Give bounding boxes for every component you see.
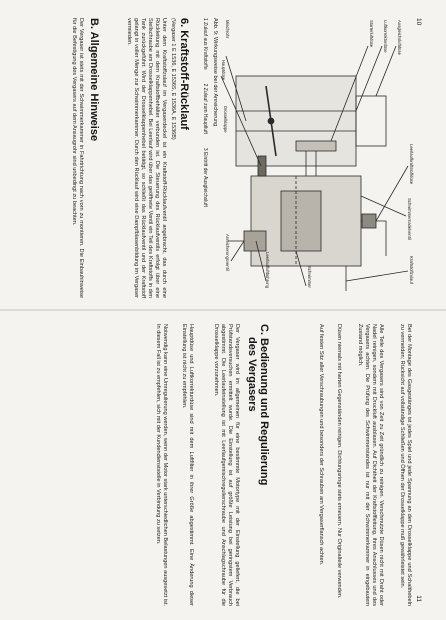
section-c-heading-line-2: des Vergasers bbox=[246, 337, 258, 412]
label-schwimmer: Schwimmer bbox=[307, 266, 312, 288]
carburetor-diagram bbox=[220, 16, 416, 298]
intro-paragraph: Bei der Montage des Gasgestänges ist jedes Spiel und jede Spannung an den Drosselklappe und Schalthebeln zu vermeiden; Rücksicht auf vollständige Schließen und Öffnen der Drosselklappe muß gewährleistet sein. bbox=[399, 324, 412, 606]
section-c-body-3: Notwendig kann eine Umregulierung werden, wenn der Motor stark unterschiedlichen Belastungen ausgesetzt ist. In diesem Fall ist zu empfehlen, sich mit der Kundendienststelle in Verbindung zu setzen. bbox=[155, 324, 168, 606]
label-hauptduese: Hauptdüse bbox=[221, 60, 226, 81]
flange-paragraph: Auf festen Sitz aller Verschraubungen und besonders der Schrauben am Vergaserflansch achten. bbox=[318, 324, 324, 566]
jets-paragraph: Düsen niemals mit harten Gegenständen reinigen. Dichtungsringe stets erneuern. Nur Originalteile verwenden. bbox=[336, 324, 342, 599]
maintenance-paragraph: Alle Teile des Vergasers sind von Zeit zu Zeit gründlich zu reinigen. Verschmutzte Düsen nicht mit Draht oder Nadel reinigen, sondern mit Druckluft ausblasen. Auf Dichtheit der Kraftstoffleitung, ihres Anschlusses und des Vergasers achten. Die Prüfung des Schwimmerstandes ist nur mit der Schwimmerkammer in eingebautem Zustand möglich. bbox=[357, 324, 384, 606]
section-c-heading-line-1: C. Bedienung und Regulierung bbox=[258, 324, 270, 486]
figure-legend bbox=[202, 18, 208, 298]
label-drosselklappe: Drosselklappe bbox=[223, 106, 228, 133]
legend-item: 2 Zulauf zum Hauptluft bbox=[202, 83, 208, 134]
section-c-body-2: Hauptdüse und Luftkorrekturdüse sind mit dem Luftfilter in ihrer Größe abgestimmt. Eine Änderung dieser Einstellung ist nicht zu empfehlen. bbox=[181, 324, 194, 606]
page-number: 11 bbox=[415, 595, 422, 602]
section-6-body: Unter dem Kraftstoffzulauf im Vergaserdeckel ist ein Kraftstoff-Rücklaufventil angebracht, das durch eine Rückleitung mit dem Kraftstoffbehälter verbunden ist. Die Steuerung des Rücklaufventils erfolgt über eine Stellschraube am Drosselklappenhebel. Bei Leerlauf wird über das geöffnete Ventil ein Teil des Kraftstoffs in den Tank zurückgeführt. Wird der Drosselklappenhebel betätigt, so schließt das Rücklaufventil und der Kraftstoff gelangt in voller Menge zur Schwimmerkammer. Durch den Rücklauf wird eine Dampfblasenbildung im Vergaser vermieden. bbox=[126, 18, 167, 298]
section-c-body: Der Vergaser wird im allgemeinen für eine bestimmte Motortype mit der Einstellung geliefert, die bei Prüfstandsversuchen ermittelt wurde. Die Einstellung ist auf größte Leistung bei geringstem Verbrauch abgestimmt. Die Leerlaufeinstellung ist mit Leerlaufgemischregulierschraube und Anschlagschraube für die Drosselklappe vorzunehmen. bbox=[213, 324, 240, 606]
section-6-heading: 6. Kraftstoff-Rücklauf bbox=[178, 18, 190, 130]
page-11 bbox=[0, 310, 446, 620]
page-number: 10 bbox=[415, 18, 422, 26]
section-b-body: Der Vergaser ist stets mit der Schwimmerkammer in Fahrtrichtung nach vorn zu montieren. Die Einbauhinweise für die Befestigung des Vergasers auf dem Ansaugrohr sind unbedingt zu beachten. bbox=[71, 18, 84, 298]
legend-item: 1 Zulauf aus Kraftstoffe bbox=[202, 18, 208, 70]
legend-item: 3 Eintritt der Ausgleichsluft bbox=[202, 147, 208, 207]
section-b-heading: B. Allgemeine Hinweise bbox=[88, 18, 100, 142]
figure-caption: Abb. 9: Wirkungsweise bei der Anreicherung bbox=[212, 18, 218, 127]
carburetor-drawing bbox=[220, 16, 416, 298]
label-ausgleichsluftduese: Ausgleichsluftdüse bbox=[397, 20, 402, 55]
label-mischrohr: Mischrohr bbox=[225, 20, 230, 39]
section-c-heading bbox=[246, 324, 270, 485]
section-6-subline: (Vergaser 1 E 1536, E 1536S, E 1536A, E 1536B) bbox=[170, 18, 176, 140]
label-anreicherungsventil: Anreicherungsventil bbox=[225, 234, 230, 271]
label-luftkorrekturduese: Luftkorrekturdüse bbox=[383, 20, 388, 53]
label-schwimmernadelventil: Schwimmernadelventil bbox=[407, 198, 412, 240]
label-leerlaufluftbohrung: Leerlaufluftbohrung bbox=[265, 252, 270, 289]
label-starterluftduese: Starterluftdüse bbox=[369, 20, 374, 48]
label-leerlaufkraftstoffduese: Leerlaufkraftstoffdüse bbox=[409, 144, 414, 185]
label-kraftstoffzulauf: Kraftstoffzulauf bbox=[409, 256, 414, 284]
